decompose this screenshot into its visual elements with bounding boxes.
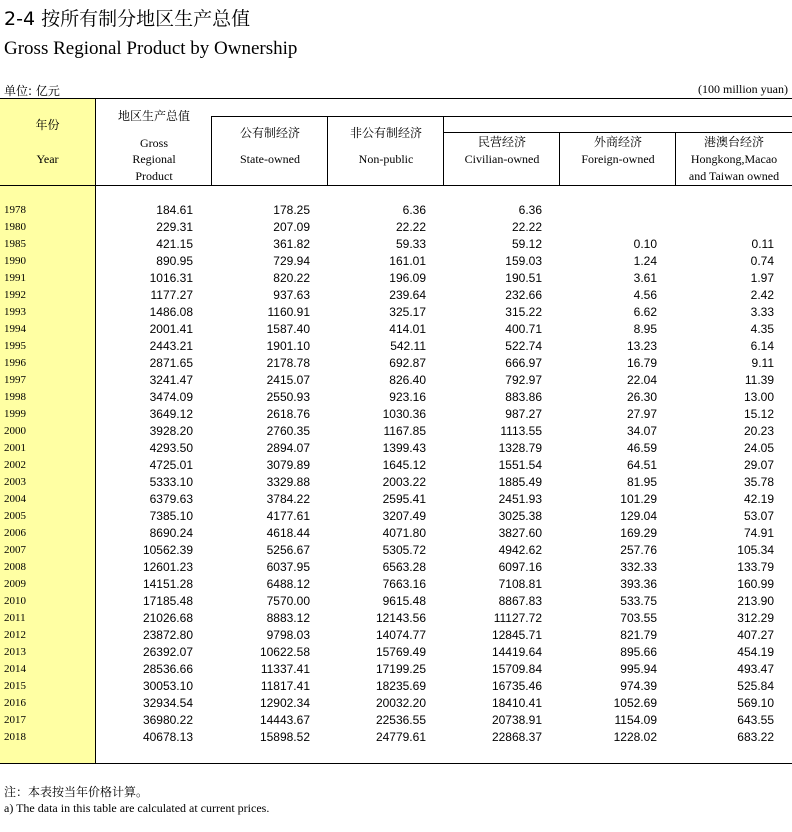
civilian-cell: 159.03 <box>505 254 542 268</box>
civilian-cell: 315.22 <box>505 305 542 319</box>
nonpublic-cell: 14074.77 <box>375 628 426 642</box>
hk-cell: 213.90 <box>737 594 774 608</box>
foreign-cell: 16.79 <box>626 356 657 370</box>
year-cell: 2013 <box>4 646 26 658</box>
table-row <box>0 287 792 304</box>
year-cell: 2000 <box>4 425 26 437</box>
table-row <box>0 661 792 678</box>
table-row <box>0 202 792 219</box>
year-cell: 1997 <box>4 374 26 386</box>
state-cell: 1160.91 <box>267 305 310 319</box>
foreign-cell: 64.51 <box>626 458 657 472</box>
nonpublic-cell: 7663.16 <box>382 577 426 591</box>
civilian-cell: 59.12 <box>511 237 542 251</box>
header-hk-zh: 港澳台经济 <box>703 135 764 149</box>
civilian-cell: 2451.93 <box>498 492 542 506</box>
nonpublic-cell: 22.22 <box>395 220 426 234</box>
nonpublic-cell: 15769.49 <box>375 645 426 659</box>
table-row <box>0 457 792 474</box>
state-cell: 5256.67 <box>266 543 310 557</box>
nonpublic-cell: 18235.69 <box>375 679 426 693</box>
table-body <box>0 202 792 746</box>
hk-cell: 35.78 <box>743 475 774 489</box>
state-cell: 8883.12 <box>266 611 310 625</box>
table-row <box>0 304 792 321</box>
year-cell: 2004 <box>4 493 26 505</box>
civilian-cell: 11127.72 <box>493 611 542 625</box>
gross-cell: 36980.22 <box>142 713 193 727</box>
gross-cell: 21026.68 <box>142 611 193 625</box>
year-cell: 1991 <box>4 272 26 284</box>
year-cell: 1993 <box>4 306 26 318</box>
state-cell: 15898.52 <box>259 730 310 744</box>
table-row <box>0 593 792 610</box>
nonpublic-cell: 12143.56 <box>375 611 426 625</box>
state-cell: 1587.40 <box>266 322 310 336</box>
nonpublic-cell: 161.01 <box>389 254 426 268</box>
gross-cell: 184.61 <box>156 203 193 217</box>
table-row <box>0 219 792 236</box>
year-cell: 2012 <box>4 629 26 641</box>
table-row <box>0 474 792 491</box>
table-row <box>0 576 792 593</box>
hk-cell: 53.07 <box>743 509 774 523</box>
table-row <box>0 627 792 644</box>
header-subgroup-rule <box>444 132 792 133</box>
year-cell: 2014 <box>4 663 26 675</box>
foreign-cell: 13.23 <box>626 339 657 353</box>
gross-cell: 30053.10 <box>142 679 193 693</box>
header-year-zh: 年份 <box>35 118 60 132</box>
header-civilian-zh: 民营经济 <box>477 135 526 149</box>
year-cell: 1992 <box>4 289 26 301</box>
hk-cell: 15.12 <box>743 407 774 421</box>
foreign-cell: 821.79 <box>620 628 657 642</box>
foreign-cell: 1154.09 <box>614 713 657 727</box>
table-row <box>0 491 792 508</box>
nonpublic-cell: 414.01 <box>389 322 426 336</box>
table-row <box>0 644 792 661</box>
civilian-cell: 20738.91 <box>491 713 542 727</box>
year-cell: 2005 <box>4 510 26 522</box>
year-cell: 1996 <box>4 357 26 369</box>
gross-cell: 2443.21 <box>149 339 193 353</box>
state-cell: 2894.07 <box>266 441 310 455</box>
hk-cell: 13.00 <box>743 390 774 404</box>
nonpublic-cell: 3207.49 <box>382 509 426 523</box>
table-row <box>0 253 792 270</box>
year-cell: 1978 <box>4 204 26 216</box>
foreign-cell: 46.59 <box>626 441 657 455</box>
gross-cell: 6379.63 <box>149 492 193 506</box>
hk-cell: 105.34 <box>737 543 774 557</box>
gross-cell: 3474.09 <box>149 390 193 404</box>
table-title-zh: 2-4 按所有制分地区生产总值 <box>4 8 251 30</box>
year-cell: 2002 <box>4 459 26 471</box>
footnote-zh: 注：本表按当年价格计算。 <box>4 785 149 799</box>
civilian-cell: 232.66 <box>505 288 542 302</box>
year-cell: 2010 <box>4 595 26 607</box>
state-cell: 12902.34 <box>259 696 310 710</box>
nonpublic-cell: 20032.20 <box>375 696 426 710</box>
table-row <box>0 695 792 712</box>
foreign-cell: 34.07 <box>626 424 657 438</box>
table-row <box>0 559 792 576</box>
nonpublic-cell: 17199.25 <box>375 662 426 676</box>
state-cell: 2415.07 <box>266 373 310 387</box>
civilian-cell: 3025.38 <box>498 509 542 523</box>
civilian-cell: 883.86 <box>505 390 542 404</box>
header-gross-en-2: Regional <box>132 152 176 166</box>
nonpublic-cell: 239.64 <box>389 288 426 302</box>
nonpublic-cell: 1399.43 <box>382 441 426 455</box>
civilian-cell: 4942.62 <box>498 543 542 557</box>
foreign-cell: 27.97 <box>626 407 657 421</box>
civilian-cell: 15709.84 <box>491 662 542 676</box>
nonpublic-cell: 2595.41 <box>382 492 426 506</box>
hk-cell: 3.33 <box>750 305 774 319</box>
table-row <box>0 610 792 627</box>
state-cell: 7570.00 <box>266 594 310 608</box>
nonpublic-cell: 2003.22 <box>382 475 426 489</box>
civilian-cell: 12845.71 <box>491 628 542 642</box>
table-row <box>0 236 792 253</box>
state-cell: 3079.89 <box>266 458 310 472</box>
table-row <box>0 406 792 423</box>
civilian-cell: 1551.54 <box>498 458 542 472</box>
hk-cell: 160.99 <box>737 577 774 591</box>
nonpublic-cell: 5305.72 <box>382 543 426 557</box>
header-civilian-en: Civilian-owned <box>464 152 540 166</box>
header-group-rule <box>212 116 792 117</box>
civilian-cell: 18410.41 <box>491 696 542 710</box>
state-cell: 6488.12 <box>266 577 310 591</box>
hk-cell: 29.07 <box>743 458 774 472</box>
gross-cell: 3241.47 <box>149 373 193 387</box>
nonpublic-cell: 59.33 <box>395 237 426 251</box>
table-row <box>0 355 792 372</box>
hk-cell: 20.23 <box>743 424 774 438</box>
table-row <box>0 338 792 355</box>
state-cell: 729.94 <box>273 254 310 268</box>
hk-cell: 24.05 <box>743 441 774 455</box>
year-cell: 2011 <box>4 612 26 624</box>
table-top-rule <box>0 98 792 99</box>
state-cell: 9798.03 <box>266 628 310 642</box>
hk-cell: 454.19 <box>737 645 774 659</box>
year-cell: 2017 <box>4 714 26 726</box>
table-row <box>0 389 792 406</box>
civilian-cell: 987.27 <box>505 407 542 421</box>
header-year-en: Year <box>36 152 59 166</box>
nonpublic-cell: 22536.55 <box>375 713 426 727</box>
header-hk-en-2: and Taiwan owned <box>688 169 780 183</box>
year-cell: 1994 <box>4 323 26 335</box>
header-foreign-en: Foreign-owned <box>581 152 655 166</box>
nonpublic-cell: 1167.85 <box>383 424 426 438</box>
year-cell: 2001 <box>4 442 26 454</box>
hk-cell: 133.79 <box>737 560 774 574</box>
hk-cell: 525.84 <box>737 679 774 693</box>
table-row <box>0 712 792 729</box>
state-cell: 1901.10 <box>266 339 310 353</box>
foreign-cell: 129.04 <box>620 509 657 523</box>
state-cell: 14443.67 <box>259 713 310 727</box>
civilian-cell: 16735.46 <box>491 679 542 693</box>
foreign-cell: 101.29 <box>620 492 657 506</box>
gross-cell: 17185.48 <box>142 594 193 608</box>
civilian-cell: 522.74 <box>505 339 542 353</box>
unit-label-en: (100 million yuan) <box>698 82 788 96</box>
foreign-cell: 393.36 <box>620 577 657 591</box>
gross-cell: 14151.28 <box>142 577 193 591</box>
header-gross-zh: 地区生产总值 <box>117 109 190 123</box>
nonpublic-cell: 923.16 <box>389 390 426 404</box>
table-row <box>0 372 792 389</box>
state-cell: 2618.76 <box>266 407 310 421</box>
year-cell: 2003 <box>4 476 26 488</box>
nonpublic-cell: 1030.36 <box>382 407 426 421</box>
nonpublic-cell: 692.87 <box>389 356 426 370</box>
state-cell: 6037.95 <box>266 560 310 574</box>
civilian-cell: 1885.49 <box>498 475 542 489</box>
civilian-cell: 8867.83 <box>498 594 542 608</box>
civilian-cell: 22.22 <box>511 220 542 234</box>
foreign-cell: 4.56 <box>633 288 657 302</box>
hk-cell: 683.22 <box>737 730 774 744</box>
gross-cell: 3649.12 <box>149 407 193 421</box>
civilian-cell: 6.36 <box>518 203 542 217</box>
foreign-cell: 995.94 <box>620 662 657 676</box>
table-row <box>0 525 792 542</box>
header-gross-en-1: Gross <box>139 136 168 150</box>
table-row <box>0 423 792 440</box>
year-cell: 1995 <box>4 340 26 352</box>
year-cell: 2006 <box>4 527 26 539</box>
gross-cell: 1177.27 <box>150 288 193 302</box>
foreign-cell: 257.76 <box>620 543 657 557</box>
header-bottom-rule <box>0 185 792 186</box>
gross-cell: 2871.65 <box>149 356 193 370</box>
civilian-cell: 14419.64 <box>491 645 542 659</box>
civilian-cell: 1113.55 <box>500 424 542 438</box>
header-state-en: State-owned <box>240 152 300 166</box>
gross-cell: 32934.54 <box>142 696 193 710</box>
foreign-cell: 22.04 <box>626 373 657 387</box>
foreign-cell: 169.29 <box>620 526 657 540</box>
hk-cell: 4.35 <box>750 322 774 336</box>
header-nonpublic-en: Non-public <box>358 152 414 166</box>
nonpublic-cell: 6563.28 <box>382 560 426 574</box>
nonpublic-cell: 4071.80 <box>382 526 426 540</box>
table-row <box>0 270 792 287</box>
year-cell: 1998 <box>4 391 26 403</box>
nonpublic-cell: 1645.12 <box>382 458 426 472</box>
gross-cell: 23872.80 <box>142 628 193 642</box>
state-cell: 3329.88 <box>266 475 310 489</box>
foreign-cell: 895.66 <box>620 645 657 659</box>
hk-cell: 569.10 <box>737 696 774 710</box>
hk-cell: 11.39 <box>744 373 774 387</box>
table-bottom-rule <box>0 763 792 764</box>
civilian-cell: 1328.79 <box>498 441 542 455</box>
foreign-cell: 1228.02 <box>613 730 657 744</box>
gross-cell: 8690.24 <box>149 526 193 540</box>
year-cell: 1999 <box>4 408 26 420</box>
state-cell: 2550.93 <box>266 390 310 404</box>
header-hk-en-1: Hongkong,Macao <box>690 152 778 166</box>
civilian-cell: 666.97 <box>505 356 542 370</box>
nonpublic-cell: 24779.61 <box>375 730 426 744</box>
state-cell: 11337.41 <box>260 662 310 676</box>
hk-cell: 643.55 <box>737 713 774 727</box>
hk-cell: 42.19 <box>743 492 774 506</box>
hk-cell: 2.42 <box>750 288 774 302</box>
gross-cell: 1016.31 <box>149 271 193 285</box>
foreign-cell: 1052.69 <box>613 696 657 710</box>
foreign-cell: 0.10 <box>633 237 657 251</box>
gross-cell: 5333.10 <box>149 475 193 489</box>
foreign-cell: 1.24 <box>633 254 657 268</box>
foreign-cell: 6.62 <box>633 305 657 319</box>
gross-cell: 26392.07 <box>142 645 193 659</box>
state-cell: 2178.78 <box>266 356 310 370</box>
table-row <box>0 678 792 695</box>
year-cell: 2009 <box>4 578 26 590</box>
nonpublic-cell: 9615.48 <box>382 594 426 608</box>
gross-cell: 40678.13 <box>142 730 193 744</box>
header-foreign-zh: 外商经济 <box>593 135 642 149</box>
state-cell: 2760.35 <box>266 424 310 438</box>
hk-cell: 0.11 <box>751 237 774 251</box>
civilian-cell: 400.71 <box>505 322 542 336</box>
gross-cell: 890.95 <box>156 254 193 268</box>
state-cell: 11817.41 <box>260 679 310 693</box>
foreign-cell: 332.33 <box>620 560 657 574</box>
civilian-cell: 3827.60 <box>498 526 542 540</box>
year-cell: 1990 <box>4 255 26 267</box>
table-row <box>0 542 792 559</box>
gross-cell: 2001.41 <box>149 322 193 336</box>
civilian-cell: 7108.81 <box>498 577 542 591</box>
foreign-cell: 8.95 <box>633 322 657 336</box>
hk-cell: 9.11 <box>751 356 774 370</box>
gross-cell: 28536.66 <box>142 662 193 676</box>
hk-cell: 312.29 <box>737 611 774 625</box>
state-cell: 3784.22 <box>266 492 310 506</box>
gross-cell: 4725.01 <box>149 458 193 472</box>
state-cell: 178.25 <box>273 203 310 217</box>
hk-cell: 74.91 <box>743 526 774 540</box>
nonpublic-cell: 196.09 <box>389 271 426 285</box>
state-cell: 820.22 <box>273 271 310 285</box>
foreign-cell: 26.30 <box>626 390 657 404</box>
unit-label-zh: 单位: 亿元 <box>4 84 60 98</box>
year-cell: 1980 <box>4 221 26 233</box>
civilian-cell: 22868.37 <box>491 730 542 744</box>
year-cell: 1985 <box>4 238 26 250</box>
state-cell: 4177.61 <box>266 509 310 523</box>
foreign-cell: 81.95 <box>626 475 657 489</box>
hk-cell: 407.27 <box>737 628 774 642</box>
state-cell: 361.82 <box>273 237 310 251</box>
state-cell: 4618.44 <box>266 526 310 540</box>
gross-cell: 3928.20 <box>149 424 193 438</box>
table-title-en: Gross Regional Product by Ownership <box>4 38 298 59</box>
foreign-cell: 974.39 <box>620 679 657 693</box>
foreign-cell: 703.55 <box>620 611 657 625</box>
civilian-cell: 792.97 <box>505 373 542 387</box>
hk-cell: 493.47 <box>737 662 774 676</box>
gross-cell: 229.31 <box>156 220 193 234</box>
foreign-cell: 533.75 <box>620 594 657 608</box>
gross-cell: 7385.10 <box>149 509 193 523</box>
state-cell: 207.09 <box>273 220 310 234</box>
gross-cell: 4293.50 <box>149 441 193 455</box>
header-state-zh: 公有制经济 <box>239 126 300 140</box>
gross-cell: 10562.39 <box>142 543 193 557</box>
foreign-cell: 3.61 <box>633 271 657 285</box>
year-cell: 2018 <box>4 731 26 743</box>
table-row <box>0 440 792 457</box>
hk-cell: 1.97 <box>750 271 774 285</box>
nonpublic-cell: 6.36 <box>402 203 426 217</box>
footnote-en: a) The data in this table are calculated at current prices. <box>4 801 270 815</box>
year-cell: 2008 <box>4 561 26 573</box>
civilian-cell: 190.51 <box>505 271 542 285</box>
state-cell: 10622.58 <box>259 645 310 659</box>
nonpublic-cell: 542.11 <box>390 339 426 353</box>
gross-cell: 421.15 <box>156 237 193 251</box>
year-cell: 2007 <box>4 544 26 556</box>
nonpublic-cell: 325.17 <box>389 305 426 319</box>
state-cell: 937.63 <box>273 288 310 302</box>
hk-cell: 0.74 <box>750 254 774 268</box>
year-cell: 2016 <box>4 697 26 709</box>
table-row <box>0 508 792 525</box>
header-gross-en-3: Product <box>135 169 173 183</box>
table-row <box>0 321 792 338</box>
year-cell: 2015 <box>4 680 26 692</box>
civilian-cell: 6097.16 <box>498 560 542 574</box>
hk-cell: 6.14 <box>750 339 774 353</box>
table-row <box>0 729 792 746</box>
header-nonpublic-zh: 非公有制经济 <box>349 126 422 140</box>
gross-cell: 12601.23 <box>142 560 193 574</box>
gross-cell: 1486.08 <box>149 305 193 319</box>
nonpublic-cell: 826.40 <box>389 373 426 387</box>
